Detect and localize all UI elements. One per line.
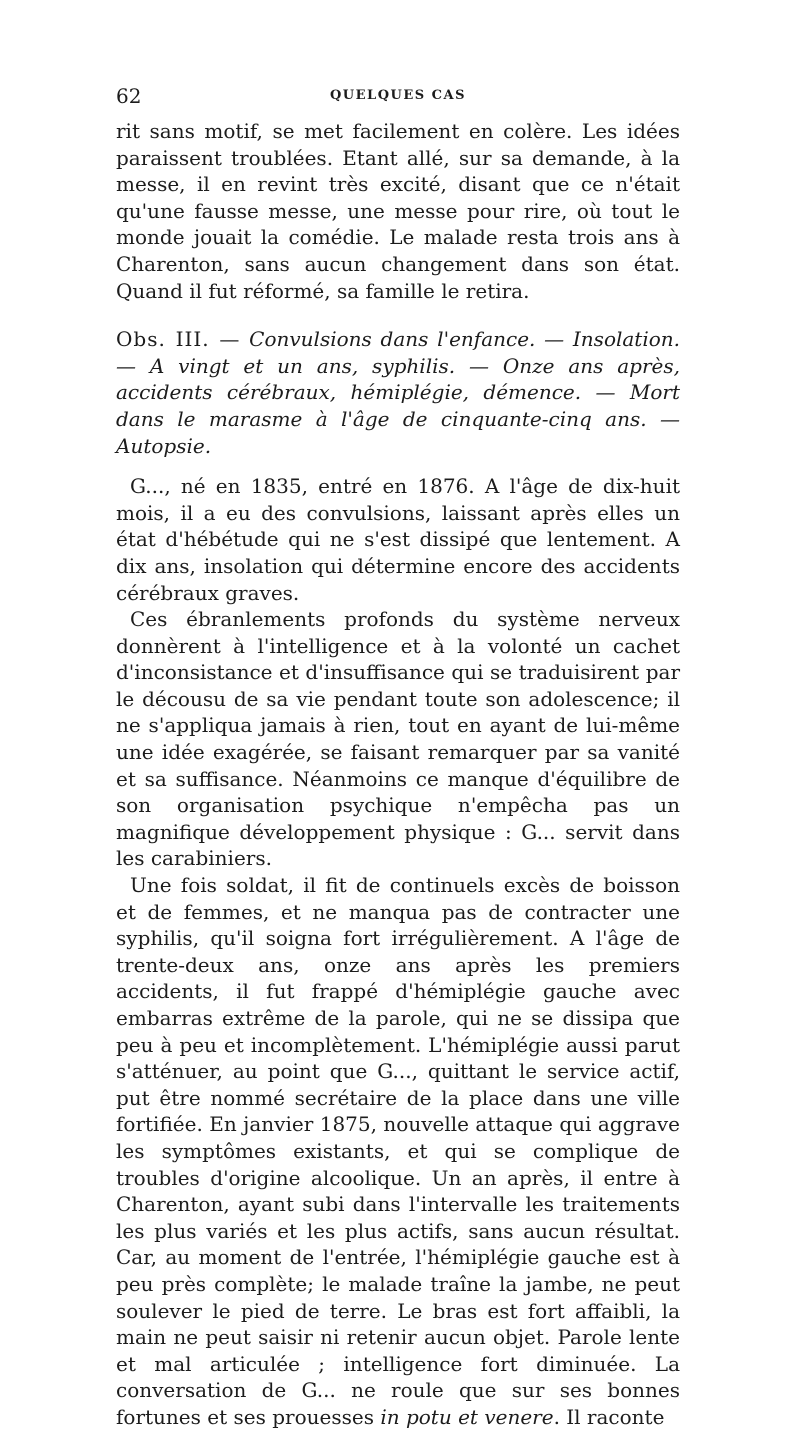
paragraph-patient-history: G..., né en 1835, entré en 1876. A l'âge de dix-huit mois, il a eu des convulsions, laissant après elles un état d'hébétude qui ne s'est dissipé que lentement. A dix ans, insolation qui détermine encore des accidents cérébraux graves. [116,474,680,605]
running-head [116,84,680,118]
paragraph-nervous-system: Ces ébranlements profonds du système nerveux donnèrent à l'intelligence et à la volonté un cachet d'inconsistance et d'insuffisance qui se traduisirent par le décousu de sa vie pendant toute son adolescence; il ne s'appliqua jamais à rien, tout en ayant de lui-même une idée exagérée, se faisant remarquer par sa vanité et sa suffisance. Néanmoins ce manque d'équilibre de son organisation psychique n'empêcha pas un magnifique développement physique : G... servit dans les carabiniers. [116,607,680,871]
paragraph-military-life [116,872,680,1430]
paragraph-text: Une fois soldat, il fit de continuels excès de boisson et de femmes, et ne manqua pas de contracter une syphilis, qu'il soigna fort irrégulièrement. A l'âge de trente-deux ans, onze ans après les premiers accidents, il fut frappé d'hémiplégie gauche avec embarras extrême de la parole, qui ne se dissipa que peu à peu et incomplètement. L'hémiplégie aussi parut s'atténuer, au point que G..., quittant le service actif, put être nommé secrétaire de la place dans une ville fortifiée. En janvier 1875, nouvelle attaque qui aggrave les symptômes existants, et qui se complique de troubles d'origine alcoolique. Un an après, il entre à Charenton, ayant subi dans l'intervalle les traitements les plus variés et les plus actifs, sans aucun résultat. Car, au moment de l'entrée, l'hémiplégie gauche est à peu près complète; le malade traîne la jambe, ne peut soulever le pied de terre. Le bras est fort affaibli, la main ne peut saisir ni retenir aucun objet. Parole lente et mal articulée ; intelligence fort diminuée. La conversation de G... ne roule que sur ses bonnes fortunes et ses prouesses [116,873,680,1429]
observation-title: Convulsions dans l'enfance. — Insolation. — A vingt et un ans, syphilis. — Onze ans après, accidents cérébraux, hémiplégie, démence. — Mort dans le marasme à l'âge de cinquante-cinq ans. — Autopsie. [116,327,681,458]
paragraph-continuation: rit sans motif, se met facilement en colère. Les idées paraissent troublées. Etant allé, sur sa demande, à la messe, il en revint très excité, disant que ce n'était qu'une fausse messe, une messe pour rire, où tout le monde jouait la comédie. Le malade resta trois ans à Charenton, sans aucun changement dans son état. Quand il fut réformé, sa famille le retira. [116,119,680,303]
observation-label: Obs. III. — [116,327,241,352]
paragraph-text-end: . Il raconte [553,1404,665,1429]
running-title: QUELQUES CAS [329,88,466,103]
book-page [116,84,680,1431]
page-number: 62 [116,84,142,108]
observation-heading [116,326,680,459]
latin-phrase: in potu et venere [380,1404,554,1429]
